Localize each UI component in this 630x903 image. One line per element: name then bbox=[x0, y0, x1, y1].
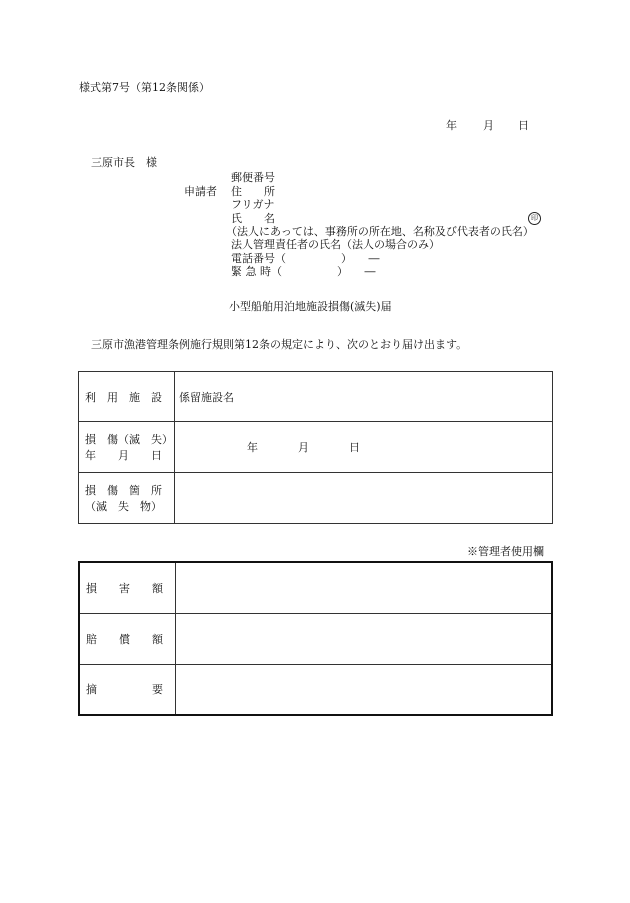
postal-label: 郵便番号 bbox=[231, 171, 275, 184]
admin-table bbox=[78, 561, 553, 716]
damage-amount-label: 損 害 額 bbox=[79, 562, 175, 613]
manager-label: 法人管理責任者の氏名（法人の場合のみ） bbox=[231, 238, 440, 251]
damage-date-label: 損 傷（滅 失） 年 月 日 bbox=[79, 422, 175, 473]
address-label: 住 所 bbox=[231, 185, 275, 198]
date-month: 月 bbox=[483, 119, 494, 132]
table-row bbox=[79, 473, 553, 524]
body-text: 三原市漁港管理条例施行規則第12条の規定により、次のとおり届け出ます。 bbox=[91, 338, 468, 351]
remarks-label: 摘 要 bbox=[79, 664, 175, 715]
damage-amount-value[interactable] bbox=[175, 562, 552, 613]
table-row bbox=[79, 372, 553, 422]
table-row bbox=[79, 664, 552, 715]
damage-location-value[interactable] bbox=[175, 473, 553, 524]
remarks-value[interactable] bbox=[175, 664, 552, 715]
date-day: 日 bbox=[518, 119, 529, 132]
damage-location-label: 損 傷 箇 所 （滅 失 物） bbox=[79, 473, 175, 524]
compensation-value[interactable] bbox=[175, 613, 552, 664]
facility-label: 利 用 施 設 bbox=[79, 372, 175, 422]
furigana-label: フリガナ bbox=[231, 198, 275, 211]
facility-table bbox=[78, 371, 553, 524]
table-row bbox=[79, 422, 553, 473]
seal-mark: 印 bbox=[528, 212, 541, 225]
corp-note: （法人にあっては、事務所の所在地、名称及び代表者の氏名） bbox=[226, 225, 534, 238]
applicant-role: 申請者 bbox=[184, 185, 217, 198]
name-label: 氏 名 bbox=[231, 212, 275, 225]
date-year: 年 bbox=[446, 119, 457, 132]
form-title: 小型船舶用泊地施設損傷(滅失)届 bbox=[229, 300, 392, 313]
phone-label: 電話番号（ ） ― bbox=[231, 252, 380, 265]
facility-value: 係留施設名 bbox=[175, 372, 553, 422]
damage-date-value[interactable]: 年 月 日 bbox=[175, 422, 553, 473]
emergency-label: 緊 急 時（ ） ― bbox=[231, 265, 376, 278]
table-row bbox=[79, 613, 552, 664]
compensation-label: 賠 償 額 bbox=[79, 613, 175, 664]
table-row bbox=[79, 562, 552, 613]
admin-note: ※管理者使用欄 bbox=[467, 545, 544, 558]
form-code: 様式第7号（第12条関係） bbox=[79, 81, 210, 94]
addressee: 三原市長 様 bbox=[91, 156, 157, 169]
